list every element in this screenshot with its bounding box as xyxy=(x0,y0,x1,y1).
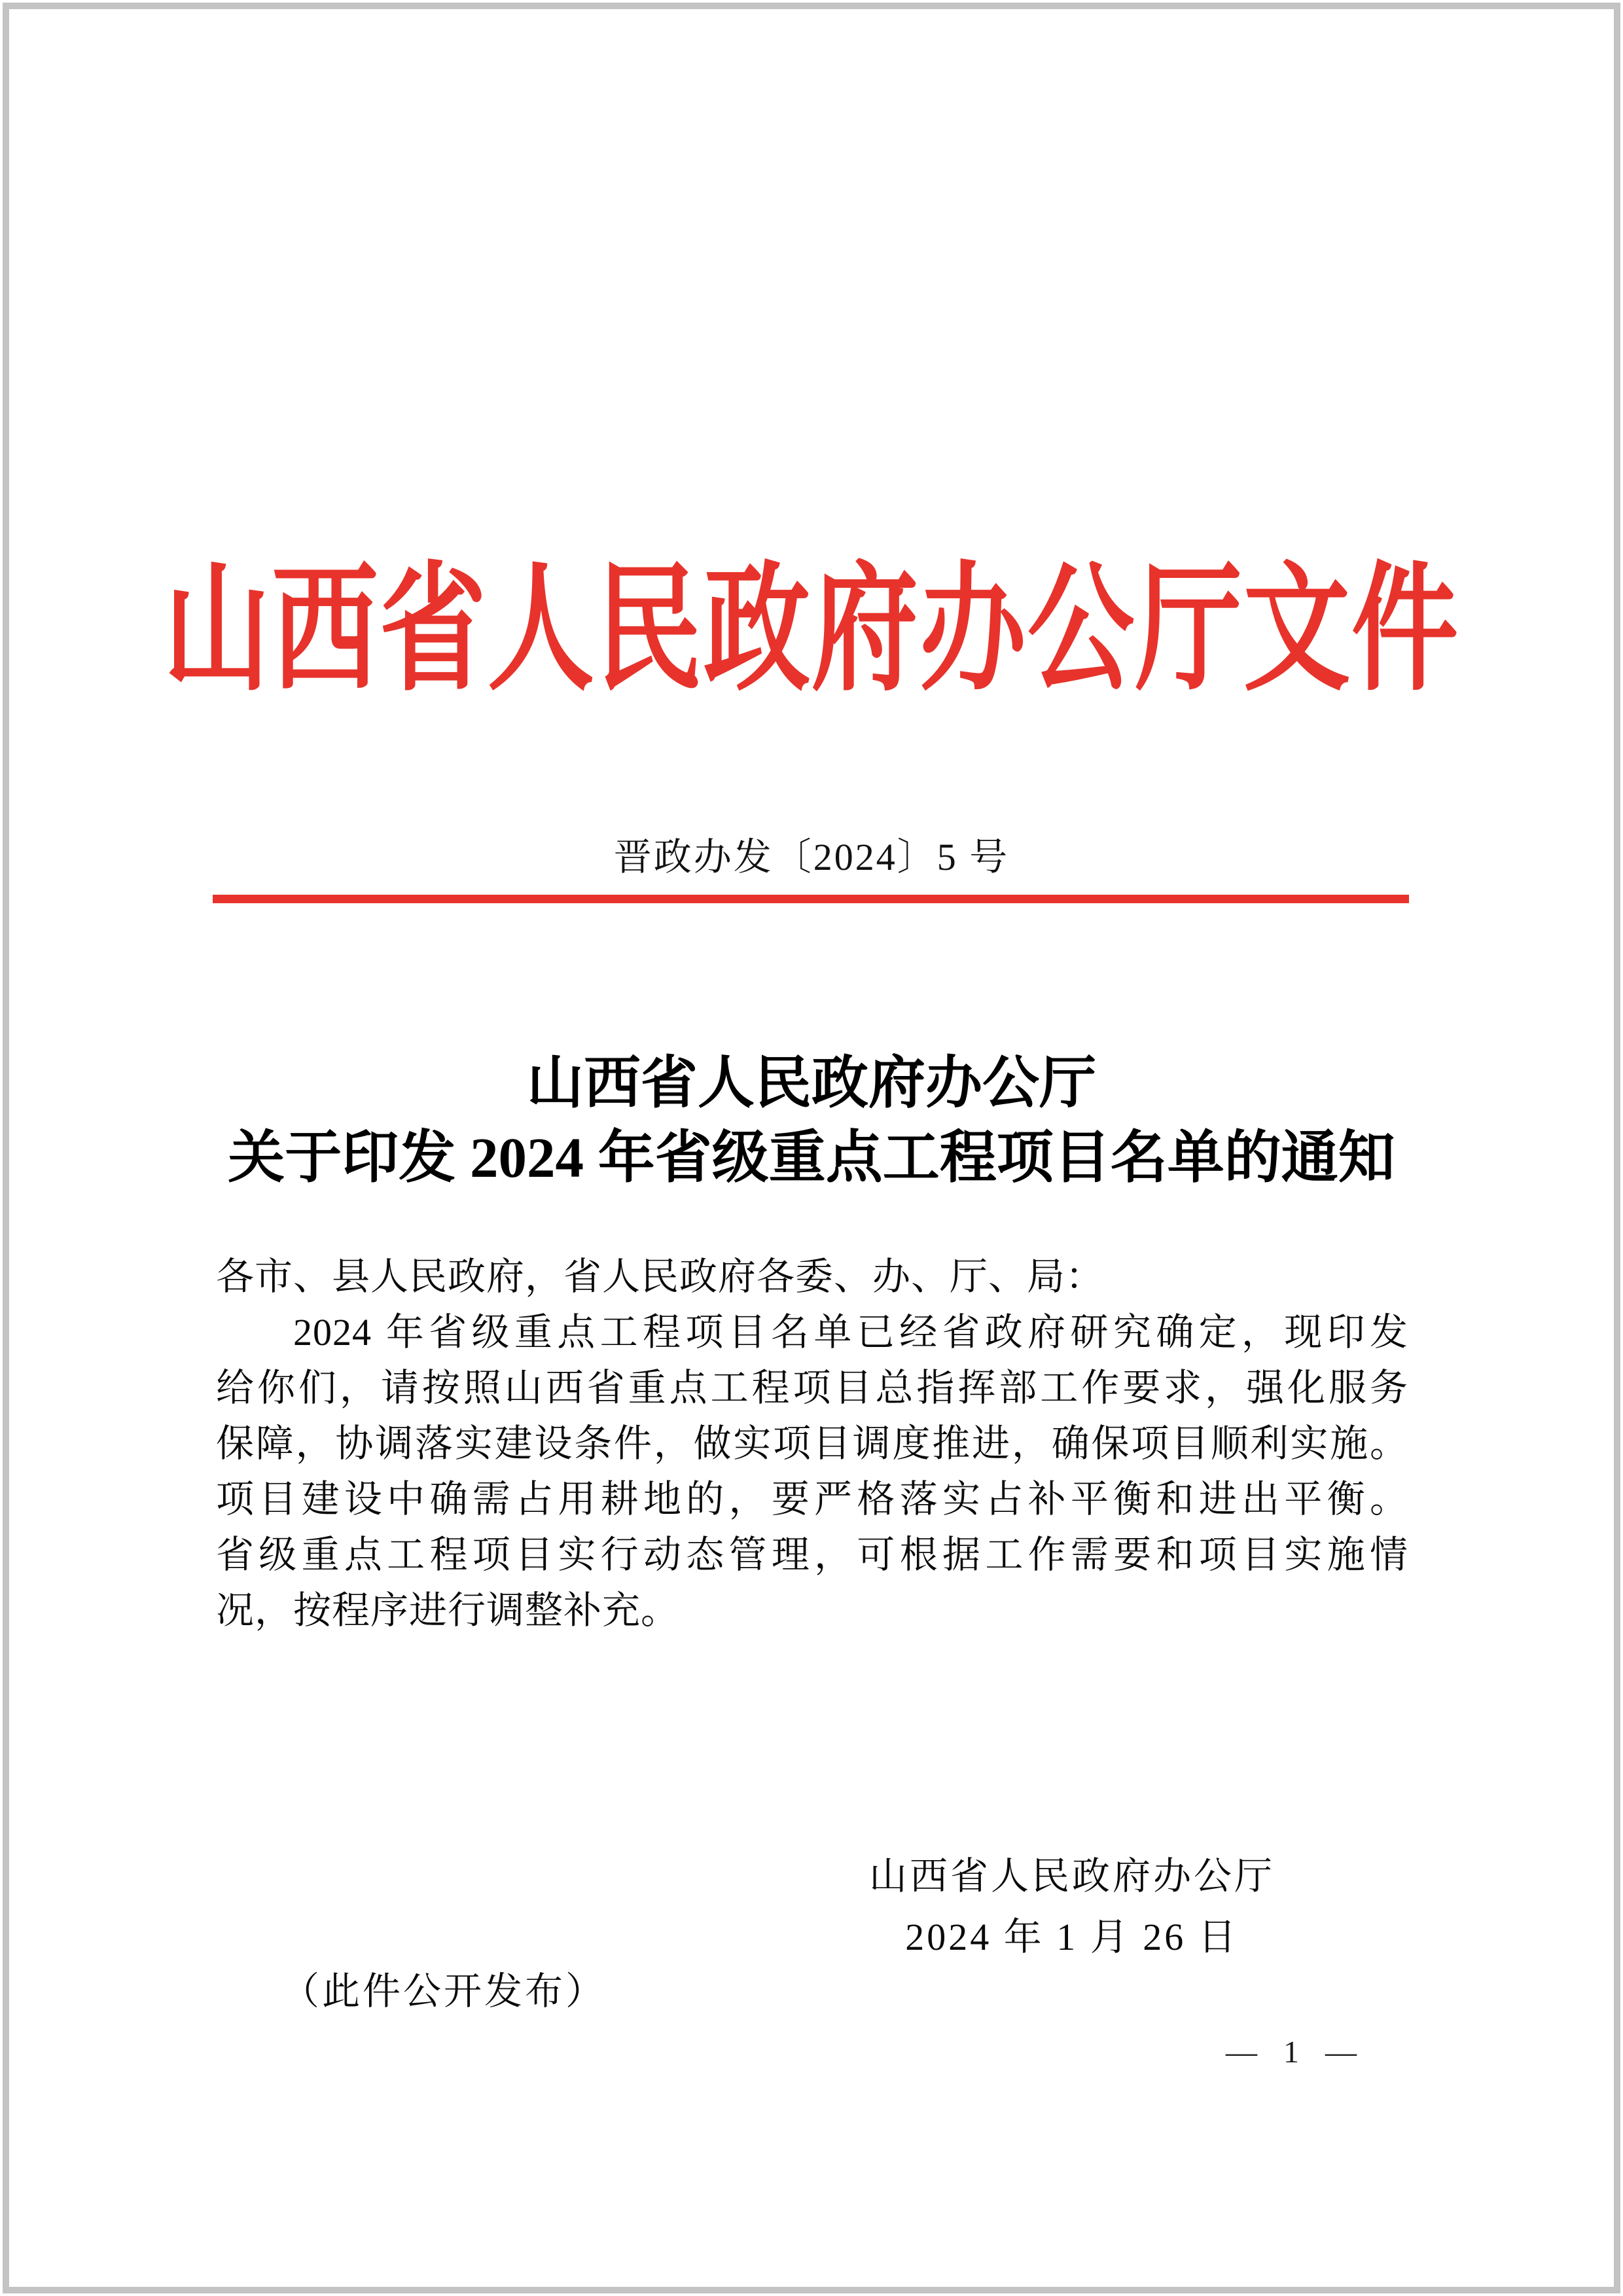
paragraph-line: 省级重点工程项目实行动态管理，可根据工作需要和项目实施情 xyxy=(216,1534,1408,1576)
letterhead-org-title: 山西省人民政府办公厅文件 xyxy=(163,554,1459,708)
page-number: — 1 — xyxy=(1226,2035,1366,2070)
letterhead-red-rule xyxy=(213,895,1409,903)
salutation-line: 各市、县人民政府，省人民政府各委、办、厅、局： xyxy=(216,1255,1105,1298)
paragraph-line: 给你们，请按照山西省重点工程项目总指挥部工作要求，强化服务 xyxy=(216,1367,1408,1409)
signature-org: 山西省人民政府办公厅 xyxy=(868,1855,1275,1897)
paragraph-line: 况，按程序进行调整补充。 xyxy=(216,1589,680,1632)
document-title xyxy=(0,1046,1623,1195)
paragraph-line: 项目建设中确需占用耕地的，要严格落实占补平衡和进出平衡。 xyxy=(216,1478,1408,1520)
document-number: 晋政办发〔2024〕5 号 xyxy=(613,836,1010,878)
paragraph-line: 保障，协调落实建设条件，做实项目调度推进，确保项目顺利实施。 xyxy=(216,1422,1408,1465)
document-title-line1: 山西省人民政府办公厅 xyxy=(527,1051,1096,1115)
paragraph-line: 2024 年省级重点工程项目名单已经省政府研究确定，现印发 xyxy=(293,1311,1408,1354)
document-body xyxy=(216,1249,1408,1638)
signature-block xyxy=(857,1846,1287,1967)
signature-date: 2024 年 1 月 26 日 xyxy=(905,1916,1239,1958)
document-title-line2: 关于印发 2024 年省级重点工程项目名单的通知 xyxy=(228,1126,1395,1189)
public-release-note: （此件公开发布） xyxy=(281,1970,607,2013)
